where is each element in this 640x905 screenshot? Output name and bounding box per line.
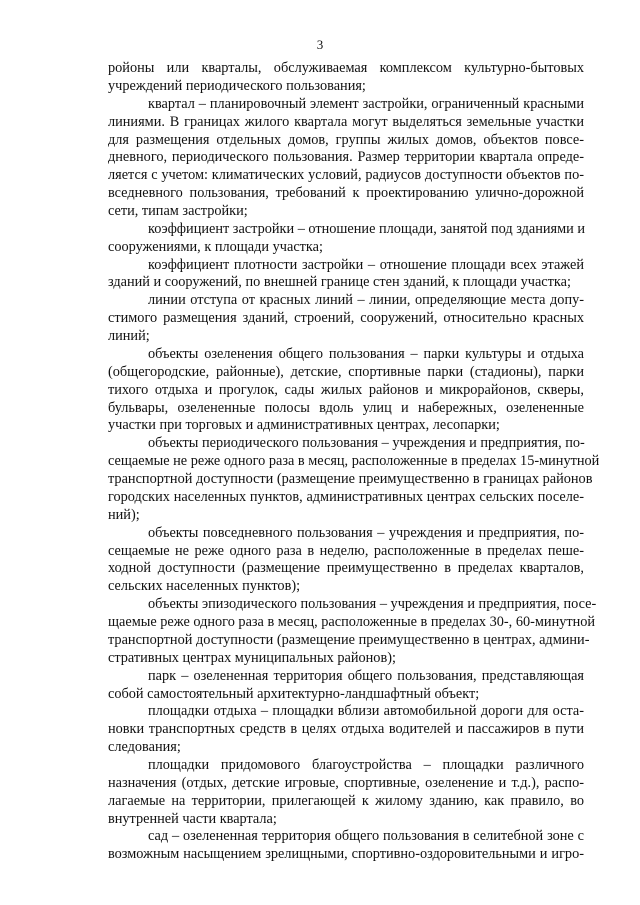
text-line: коэффициент плотности застройки – отношение площади всех этажей [148,256,584,273]
text-line: коэффициент застройки – отношение площади, занятой под зданиями и [148,220,586,237]
text-line: объекты периодического пользования – учреждения и предприятия, по- [148,435,585,452]
page-number: 3 [316,37,324,52]
text-line: объекты повседневного пользования – учреждения и предприятия, по- [148,524,584,541]
text-line: сети, типам застройки; [108,203,248,219]
text-line: для размещения отдельных домов, группы жилых домов, объектов повсе- [108,131,584,148]
text-line: внутренней части квартала; [108,810,277,827]
text-line: назначения (отдых, детские игровые, спортивные, озеленение и т.д.), распо- [108,774,584,791]
text-line: ройоны или кварталы, обслуживаемая комплексом культурно-бытовых [108,60,584,76]
text-line: учреждений периодического пользования; [108,77,366,94]
text-line: транспортной доступности (размещение преимущественно в центрах, админи- [108,631,590,648]
text-line: сооружениями, к площади участка; [108,238,323,255]
text-line: бульвары, озелененные полосы вдоль улиц и набережных, озелененные [108,399,584,416]
text-line: сещаемые не реже одного раза в неделю, расположенные в пределах пеше- [108,542,584,559]
text-line: транспортной доступности (размещение преимущественно в границах районов [108,471,593,487]
text-line: ляется с учетом: климатических условий, радиусов доступности объектов по- [108,167,584,184]
text-line: собой самостоятельный архитектурно-ландшафтный объект; [108,685,480,702]
text-line: следования; [108,739,181,756]
text-line: городских населенных пунктов, административных центрах сельских поселе- [108,488,584,505]
text-line: тихого отдыха и прогулок, сады жилых районов и микрорайонов, скверы, [108,381,584,398]
text-line: площадки отдыха – площадки вблизи автомобильной дороги для оста- [148,703,584,720]
text-line: ходной доступности (размещение преимущественно в пределах кварталов, [108,560,584,577]
text-line: линии отступа от красных линий – линии, определяющие места допу- [148,292,584,309]
text-line: новки транспортных средств в целях отдыха водителей и пассажиров в пути [108,721,584,738]
text-line: площадки придомового благоустройства – площадки различного [148,756,584,773]
text-line: линиями. В границах жилого квартала могут выделяться земельные участки [108,113,584,130]
text-line: стимого размещения зданий, строений, сооружений, относительно красных [108,310,584,327]
text-line: сельских населенных пунктов); [108,578,301,595]
text-line: квартал – планировочный элемент застройки, ограниченный красными [148,95,584,112]
text-line: вседневного пользования, требований к проектированию улично-дорожной [108,185,584,202]
text-line: зданий и сооружений, по внешней границе стен зданий, к площади участка; [108,274,571,291]
text-line: линий; [108,328,150,345]
text-line: объекты эпизодического пользования – учреждения и предприятия, посе- [148,596,597,613]
text-line: парк – озелененная территория общего пользования, представляющая [148,667,584,684]
text-line: объекты озеленения общего пользования – парки культуры и отдыха [148,345,584,362]
text-line: участки при торговых и административных центрах, лесопарки; [108,417,500,434]
text-line: стративных центрах муниципальных районов); [108,649,396,666]
text-line: дневного, периодического пользования. Размер территории квартала опреде- [108,149,584,166]
text-line: (общегородские, районные), детские, спортивные парки (стадионы), парки [108,363,584,380]
text-line: сад – озелененная территория общего пользования в селитебной зоне с [148,828,584,845]
text-line: сещаемые не реже одного раза в месяц, расположенные в пределах 15-минутной [108,453,600,470]
text-line: щаемые реже одного раза в месяц, расположенные в пределах 30-, 60-минутной [108,614,596,630]
text-line: возможным насыщением зрелищными, спортивно-оздоровительными и игро- [108,846,584,863]
text-line: лагаемые на территории, прилегающей к жилому зданию, как правило, во [108,792,584,809]
text-line: ний); [108,506,140,523]
